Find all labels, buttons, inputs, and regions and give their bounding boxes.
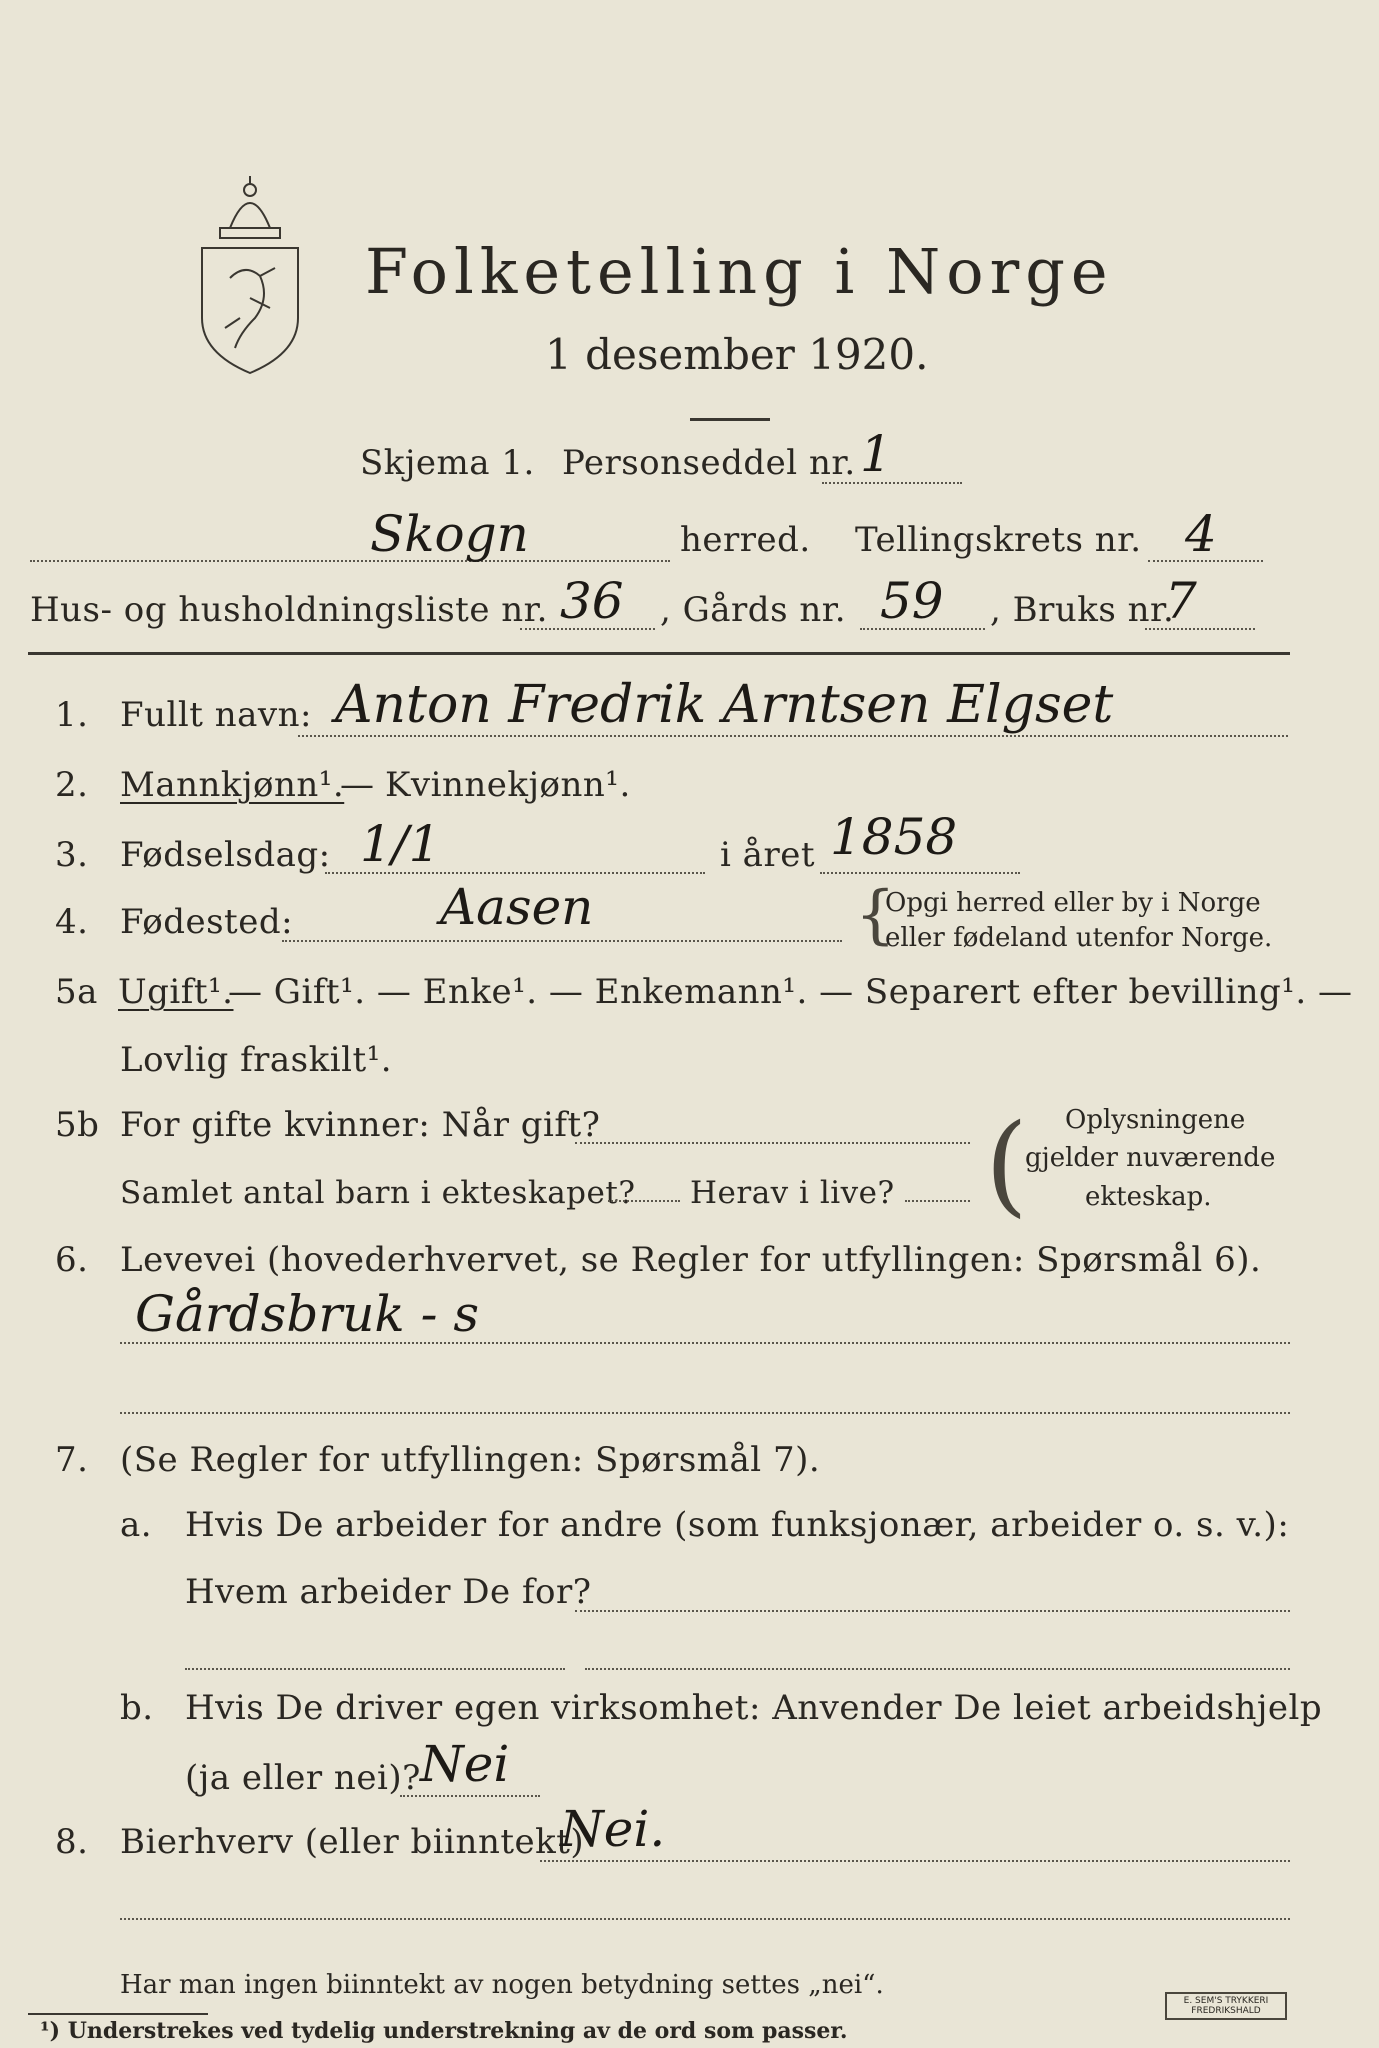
year-label: i året xyxy=(720,835,815,875)
q4-note-1: Opgi herred eller by i Norge xyxy=(885,888,1261,918)
q7-number: 7. xyxy=(55,1440,89,1480)
herred-value[interactable]: Skogn xyxy=(370,505,529,563)
hired-help-value[interactable]: Nei xyxy=(420,1735,510,1793)
q4-note-2: eller fødeland utenfor Norge. xyxy=(885,923,1273,953)
husholdningsliste-label: Hus- og husholdningsliste nr. xyxy=(30,590,548,630)
q8-number: 8. xyxy=(55,1822,89,1862)
q4-brace: { xyxy=(855,878,896,952)
q5a-number: 5a xyxy=(55,972,98,1012)
q2-number: 2. xyxy=(55,765,89,805)
ugift-option[interactable]: Ugift¹. xyxy=(118,972,234,1012)
side-income-value[interactable]: Nei. xyxy=(560,1800,666,1858)
female-option[interactable]: Kvinnekjønn¹. xyxy=(385,765,631,805)
q5b-alive-label: Herav i live? xyxy=(690,1175,895,1211)
q5b-note-1: Oplysningene xyxy=(1065,1105,1246,1135)
gards-label: , Gårds nr. xyxy=(660,590,847,630)
tellingskrets-value[interactable]: 4 xyxy=(1185,505,1217,563)
skjema-label: Skjema 1. xyxy=(360,443,535,483)
q5b-note-2: gjelder nuværende xyxy=(1025,1143,1276,1173)
footnote-divider xyxy=(28,2013,208,2015)
q5b-note-3: ekteskap. xyxy=(1085,1182,1212,1212)
q2-dash: — xyxy=(340,765,375,805)
birthplace-value[interactable]: Aasen xyxy=(440,878,594,936)
occupation-value[interactable]: Gårdsbruk - s xyxy=(135,1285,480,1343)
q5b-number: 5b xyxy=(55,1105,100,1145)
tellingskrets-label: Tellingskrets nr. xyxy=(855,520,1142,560)
q6-number: 6. xyxy=(55,1240,89,1280)
bruks-value[interactable]: 7 xyxy=(1165,572,1197,630)
form-title: Folketelling i Norge xyxy=(365,235,1114,308)
footnote: ¹) Understrekes ved tydelig understrekning av de ord som passer. xyxy=(40,2018,848,2044)
q7a-line-1: Hvis De arbeider for andre (som funksjonær, arbeider o. s. v.): xyxy=(185,1505,1290,1545)
bruks-label: , Bruks nr. xyxy=(990,590,1175,630)
coat-of-arms-icon xyxy=(190,168,310,378)
q6-label: Levevei (hovederhvervet, se Regler for utfyllingen: Spørsmål 6). xyxy=(120,1240,1262,1280)
q5b-line-1: For gifte kvinner: Når gift? xyxy=(120,1105,601,1145)
form-date: 1 desember 1920. xyxy=(545,330,929,379)
q3-label: Fødselsdag: xyxy=(120,835,331,875)
husholdningsliste-value[interactable]: 36 xyxy=(560,572,624,630)
q7b-line-1: Hvis De driver egen virksomhet: Anvender De leiet arbeidshjelp xyxy=(185,1688,1323,1728)
q5b-brace: ( xyxy=(985,1100,1028,1228)
q7b-number: b. xyxy=(120,1688,154,1728)
q7a-line-2: Hvem arbeider De for? xyxy=(185,1572,592,1612)
printer-stamp: E. SEM'S TRYKKERI FREDRIKSHALD xyxy=(1165,1992,1287,2020)
fraskilt-option[interactable]: Lovlig fraskilt¹. xyxy=(120,1040,393,1080)
marital-options: — Gift¹. — Enke¹. — Enkemann¹. — Separert efter bevilling¹. — xyxy=(228,972,1353,1012)
full-name-value[interactable]: Anton Fredrik Arntsen Elgset xyxy=(335,675,1114,735)
q3-number: 3. xyxy=(55,835,89,875)
personseddel-label: Personseddel nr. xyxy=(562,443,856,483)
q5b-children-label: Samlet antal barn i ekteskapet? xyxy=(120,1175,636,1211)
birth-year-value[interactable]: 1858 xyxy=(830,808,958,866)
q1-label: Fullt navn: xyxy=(120,695,312,735)
herred-label: herred. xyxy=(680,520,811,560)
personseddel-value[interactable]: 1 xyxy=(860,425,892,483)
q8-label: Bierhverv (eller biinntekt) xyxy=(120,1822,585,1862)
q7-label: (Se Regler for utfyllingen: Spørsmål 7). xyxy=(120,1440,821,1480)
birth-day-value[interactable]: 1/1 xyxy=(360,815,441,873)
q7a-number: a. xyxy=(120,1505,153,1545)
header-divider xyxy=(28,652,1290,655)
gards-value[interactable]: 59 xyxy=(880,572,944,630)
q1-number: 1. xyxy=(55,695,89,735)
title-divider xyxy=(690,418,770,421)
footer-note: Har man ingen biinntekt av nogen betydning settes „nei“. xyxy=(120,1970,884,2000)
q7b-line-2: (ja eller nei)? xyxy=(185,1758,421,1798)
q4-label: Fødested: xyxy=(120,902,294,942)
q4-number: 4. xyxy=(55,902,89,942)
male-option[interactable]: Mannkjønn¹. xyxy=(120,765,345,805)
